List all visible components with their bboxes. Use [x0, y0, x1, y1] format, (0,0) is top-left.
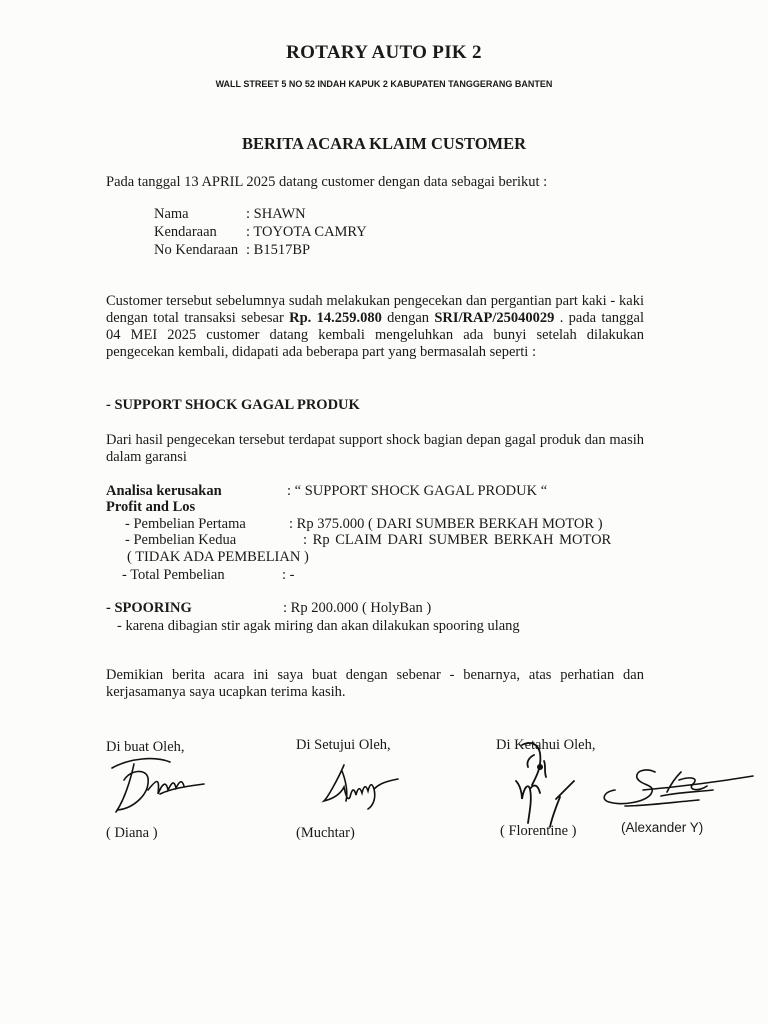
transaction-paragraph: Customer tersebut sebelumnya sudah melakukan pengecekan dan pergantian part kaki - kaki dengan total transaksi sebesar Rp. 14.259.080 dengan SRI/RAP/25040029 . pada tanggal 04 MEI 2025 customer datang kembali mengeluhkan ada bunyi setelah dilakukan pengecekan kembali, didapati ada beberapa part yang bermasalah seperti : [106, 293, 644, 360]
known-by-label: Di Ketahui Oleh, [496, 737, 596, 753]
second-purchase-label: - Pembelian Kedua [125, 532, 237, 548]
signature-muchtar [318, 757, 408, 817]
closing-paragraph: Demikian berita acara ini saya buat dengan sebenar - benarnya, atas perhatian dan kerjasamanya saya ucapkan terima kasih. [106, 667, 644, 700]
analysis-label: Analisa kerusakan [106, 483, 222, 499]
customer-identity [154, 206, 367, 260]
first-purchase-label: - Pembelian Pertama [125, 516, 246, 532]
known-by-name: ( Florentine ) [500, 823, 577, 839]
transaction-amount: Rp. 14.259.080 [289, 310, 382, 326]
signature-florentine [500, 737, 590, 832]
company-name: ROTARY AUTO PIK 2 [286, 42, 482, 63]
total-purchase-label: - Total Pembelian [122, 567, 225, 583]
identity-plate-row: No Kendaraan : B1517BP [154, 242, 311, 258]
second-purchase-value: : Rp CLAIM DARI SUMBER BERKAH MOTOR [303, 532, 612, 548]
first-purchase-value: : Rp 375.000 ( DARI SUMBER BERKAH MOTOR ) [289, 516, 603, 532]
section-heading-support-shock: - SUPPORT SHOCK GAGAL PRODUK [106, 397, 360, 413]
identity-vehicle-row: Kendaraan : TOYOTA CAMRY [154, 224, 367, 240]
second-known-by-name: (Alexander Y) [621, 820, 704, 835]
identity-name-row: Nama : SHAWN [154, 206, 306, 222]
document-title: BERITA ACARA KLAIM CUSTOMER [241, 134, 527, 153]
made-by-label: Di buat Oleh, [106, 739, 185, 755]
intro-text: Pada tanggal 13 APRIL 2025 datang customer dengan data sebagai berikut : [106, 174, 548, 190]
company-address: WALL STREET 5 NO 52 INDAH KAPUK 2 KABUPATEN TANGGERANG BANTEN [215, 79, 553, 89]
spooring-value: : Rp 200.000 ( HolyBan ) [283, 600, 432, 616]
analysis-value: : “ SUPPORT SHOCK GAGAL PRODUK “ [287, 483, 548, 499]
support-shock-paragraph: Dari hasil pengecekan tersebut terdapat support shock bagian depan gagal produk dan masih dalam garansi [106, 432, 644, 465]
total-purchase-value: : - [282, 567, 295, 583]
profit-loss-label: Profit and Los [106, 499, 196, 515]
second-purchase-note: ( TIDAK ADA PEMBELIAN ) [127, 549, 309, 565]
approved-by-name: (Muchtar) [296, 825, 355, 841]
spooring-note: - karena dibagian stir agak miring dan akan dilakukan spooring ulang [117, 618, 520, 634]
invoice-number: SRI/RAP/25040029 [434, 310, 555, 326]
approved-by-label: Di Setujui Oleh, [296, 737, 391, 753]
spooring-label: - SPOORING [106, 600, 192, 616]
signature-alexander [595, 762, 765, 822]
made-by-name: ( Diana ) [106, 825, 158, 841]
signature-diana [100, 750, 210, 820]
